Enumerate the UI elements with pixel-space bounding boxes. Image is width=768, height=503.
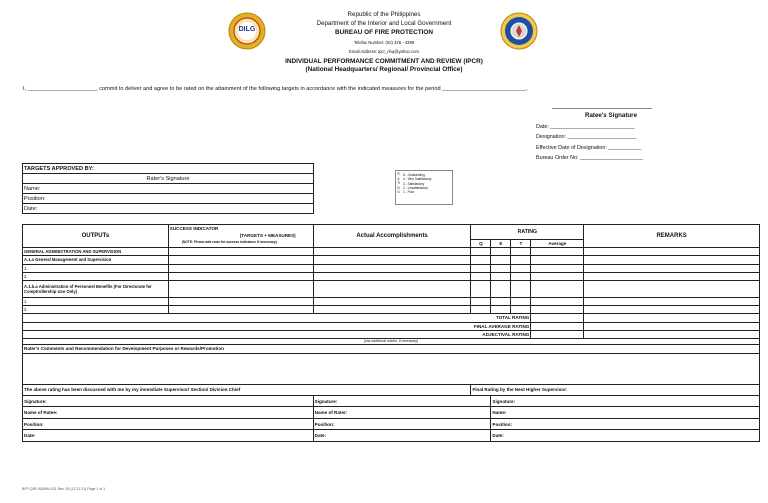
entry-cell[interactable] <box>584 306 760 314</box>
total-rating-remarks <box>584 314 760 322</box>
entry-cell[interactable] <box>584 272 760 280</box>
next-supervisor-sign-field[interactable]: Name: <box>491 407 760 419</box>
entry-cell[interactable] <box>531 280 584 297</box>
final-average-value <box>531 322 584 330</box>
entry-cell[interactable] <box>531 264 584 272</box>
ratee-designation: Designation: _______________________ <box>536 134 637 140</box>
comments-label: Rater's Comments and Recommendation for Development Purposes or Rewards/Promotion <box>23 344 760 353</box>
signature-row <box>23 407 760 419</box>
rating-average-header: Average <box>531 240 584 248</box>
entry-cell[interactable] <box>491 256 511 264</box>
entry-cell[interactable] <box>313 256 471 264</box>
next-supervisor-sign-field[interactable]: Position: <box>491 418 760 430</box>
output-cell: 1. <box>23 264 169 272</box>
targets-measures-label: (TARGETS + MEASURES) <box>239 232 296 238</box>
additional-sheets-note: (use additional sheets, if necessary) <box>23 338 760 344</box>
ratee-sign-field[interactable]: Signature: <box>23 395 314 407</box>
department-label: Department of the Interior and Local Government <box>316 20 452 28</box>
legend-item: 3 - Satisfactory <box>403 181 425 186</box>
agency-header <box>250 10 518 56</box>
form-title <box>200 58 568 74</box>
entry-cell[interactable] <box>511 280 531 297</box>
entry-cell[interactable] <box>168 280 313 297</box>
ratee-signature-line <box>552 108 652 109</box>
table-row <box>23 248 760 256</box>
entry-cell[interactable] <box>168 256 313 264</box>
table-row <box>23 256 760 264</box>
adjectival-rating-value <box>531 330 584 338</box>
targets-approved-header: TARGETS APPROVED BY: <box>23 164 314 174</box>
approved-position: Position: <box>23 194 314 204</box>
entry-cell[interactable] <box>511 297 531 305</box>
entry-cell[interactable] <box>168 272 313 280</box>
table-row <box>23 264 760 272</box>
signature-row <box>23 430 760 442</box>
entry-cell[interactable] <box>584 280 760 297</box>
total-rating-value <box>531 314 584 322</box>
entry-cell[interactable] <box>511 272 531 280</box>
ratee-date: Date: ____________________________ <box>536 124 635 130</box>
entry-cell[interactable] <box>471 280 491 297</box>
remarks-header: REMARKS <box>584 225 760 248</box>
targets-approved-table <box>22 163 314 214</box>
adjectival-rating-remarks <box>584 330 760 338</box>
ipcr-table <box>22 224 760 442</box>
legend-item: 2 - Unsatisfactory <box>403 185 428 190</box>
entry-cell[interactable] <box>584 264 760 272</box>
signature-row <box>23 395 760 407</box>
rating-header: RATING <box>471 225 584 240</box>
success-indicator-label: SUCCESS INDICATOR <box>169 226 219 232</box>
email-label: Email Address: ipcr_nhq@yahoo.com <box>349 48 419 54</box>
actual-accomplishments-header: Actual Accomplishments <box>313 225 471 248</box>
rater-sign-field[interactable]: Name of Rater: <box>313 407 491 419</box>
signature-row <box>23 418 760 430</box>
final-average-remarks <box>584 322 760 330</box>
entry-cell[interactable] <box>491 272 511 280</box>
ratee-sign-field[interactable]: Date: <box>23 430 314 442</box>
form-title-line1: INDIVIDUAL PERFORMANCE COMMITMENT AND REVIEW (IPCR) <box>285 58 483 65</box>
telefax-label: Telefax Number: (02) 426 - 4399 <box>353 39 415 45</box>
form-title-line2: (National Headquarters/ Regional/ Provincial Office) <box>305 66 463 73</box>
table-row <box>23 280 760 297</box>
rater-sign-field[interactable]: Position: <box>313 418 491 430</box>
entry-cell[interactable] <box>313 280 471 297</box>
next-supervisor-sign-field[interactable]: Date: <box>491 430 760 442</box>
next-supervisor-sign-field[interactable]: Signature: <box>491 395 760 407</box>
legend-item: 1 - Poor <box>403 190 415 195</box>
rater-sign-field[interactable]: Signature: <box>313 395 491 407</box>
entry-cell[interactable] <box>168 297 313 305</box>
outputs-header: OUTPUTs <box>23 225 169 248</box>
entry-cell[interactable] <box>471 256 491 264</box>
output-cell: GENERAL ADMINISTRATION AND SUPERVISION <box>23 248 169 256</box>
entry-cell[interactable] <box>511 306 531 314</box>
entry-cell[interactable] <box>531 248 584 256</box>
entry-cell[interactable] <box>491 306 511 314</box>
output-cell: A.1.a General Management and Supervision <box>23 256 169 264</box>
entry-cell[interactable] <box>491 297 511 305</box>
entry-cell[interactable] <box>471 264 491 272</box>
final-average-label: FINAL AVERAGE RATING <box>23 322 531 330</box>
entry-cell[interactable] <box>471 306 491 314</box>
entry-cell[interactable] <box>584 248 760 256</box>
entry-cell[interactable] <box>168 248 313 256</box>
ratee-sign-field[interactable]: Name of Ratee: <box>23 407 314 419</box>
entry-cell[interactable] <box>491 280 511 297</box>
entry-cell[interactable] <box>471 248 491 256</box>
approved-date: Date: <box>23 204 314 214</box>
ratee-effective-date: Effective Date of Designation: ___________ <box>536 145 642 151</box>
bureau-label: BUREAU OF FIRE PROTECTION <box>335 29 433 37</box>
rating-q-header: Q <box>471 240 491 248</box>
comments-area <box>23 353 760 384</box>
rating-e-header: E <box>491 240 511 248</box>
entry-cell[interactable] <box>491 264 511 272</box>
entry-cell[interactable] <box>531 272 584 280</box>
entry-cell[interactable] <box>531 297 584 305</box>
signature-rows <box>23 395 760 441</box>
success-indicator-header <box>168 225 313 248</box>
ratee-signature-label: Ratee's Signature <box>584 112 638 119</box>
output-cell: A.1.b.a Administration of Personnel Benefits (For Directorate for Comptrollership Use Only) <box>23 280 169 297</box>
table-row <box>23 297 760 305</box>
success-indicator-note: (NOTE: Please add rows for success indicators if necessary) <box>181 240 277 245</box>
entry-cell[interactable] <box>313 272 471 280</box>
entry-cell[interactable] <box>584 256 760 264</box>
entry-cell[interactable] <box>511 256 531 264</box>
entry-cell[interactable] <box>168 264 313 272</box>
legend-item: 4 - Very Satisfactory <box>403 177 432 182</box>
approved-name: Name: <box>23 184 314 194</box>
form-code: BFP-QSF-ADMIN-021 Rev. 00 (12.21.21) Page 1 of 1 <box>22 487 106 491</box>
output-cell: 2. <box>23 272 169 280</box>
entry-cell[interactable] <box>511 264 531 272</box>
entry-cell[interactable] <box>471 272 491 280</box>
entry-cell[interactable] <box>584 297 760 305</box>
legend-side-label: RATING <box>397 172 400 194</box>
republic-label: Republic of the Philippines <box>347 11 421 18</box>
output-cell: 1. <box>23 297 169 305</box>
table-row <box>23 306 760 314</box>
entry-cell[interactable] <box>531 306 584 314</box>
entry-cell[interactable] <box>491 248 511 256</box>
total-rating-label: TOTAL RATING <box>23 314 531 322</box>
entry-cell[interactable] <box>511 248 531 256</box>
rating-legend <box>395 170 453 205</box>
adjectival-rating-label: ADJECTIVAL RATING <box>23 330 531 338</box>
legend-items <box>403 173 432 194</box>
rater-sign-field[interactable]: Date: <box>313 430 491 442</box>
entry-cell[interactable] <box>313 248 471 256</box>
commitment-statement: I, ______________________, commit to deliver and agree to be rated on the attainment of the following targets in accordance with the indicated measures for the period ___________________________. <box>23 86 528 92</box>
dilg-logo-text: DILG <box>238 26 256 33</box>
output-cell: 2. <box>23 306 169 314</box>
ratee-bureau-order: Bureau Order No: _____________________ <box>536 155 644 161</box>
entry-cell[interactable] <box>471 297 491 305</box>
ratee-sign-field[interactable]: Position: <box>23 418 314 430</box>
entry-cell[interactable] <box>168 306 313 314</box>
entry-cell[interactable] <box>531 256 584 264</box>
rating-t-header: T <box>511 240 531 248</box>
table-row <box>23 272 760 280</box>
output-rows <box>23 248 760 314</box>
discussed-label: The above rating has been discussed with me by my immediate Supervisor/ Section/ Division Chief <box>23 384 471 395</box>
entry-cell[interactable] <box>313 264 471 272</box>
entry-cell[interactable] <box>313 306 471 314</box>
rater-signature-cell: Rater's Signature <box>23 174 314 184</box>
entry-cell[interactable] <box>313 297 471 305</box>
final-rating-label: Final Rating by the Next Higher Supervisor: <box>471 384 760 395</box>
legend-item: 5 - Outstanding <box>403 173 425 177</box>
